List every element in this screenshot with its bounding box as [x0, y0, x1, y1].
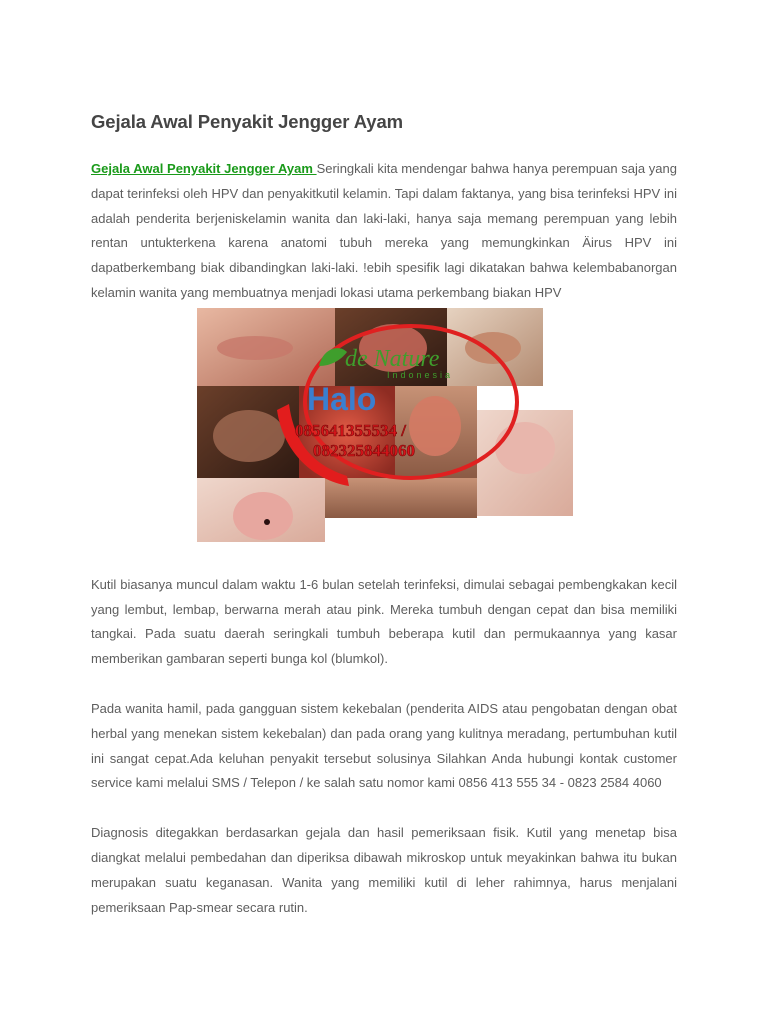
phone-number-1: 085641355534 / — [295, 420, 406, 440]
paragraph-intro — [91, 157, 677, 306]
paragraph-diagnosis: Diagnosis ditegakkan berdasarkan gejala dan hasil pemeriksaan fisik. Kutil yang menetap bisa diangkat melalui pembedahan dan diperiksa dibawah mikroskop untuk meyakinkan bahwa itu bukan merupakan suatu keganasan. Wanita yang memiliki kutil di leher rahimnya, harus menjalani pemeriksaan Pap-smear secara rutin. — [91, 825, 677, 915]
document-page — [91, 110, 677, 920]
paragraph-intro-text: Seringkali kita mendengar bahwa hanya perempuan saja yang dapat terinfeksi oleh HPV dan penyakitkutil kelamin. Tapi dalam faktanya, yang bisa terinfeksi HPV ini adalah penderita berjeniskelamin wanita dan laki-laki, hanya saja memang perempuan yang lebih rentan untukterkena karena anatomi tubuh mereka yang memungkinkan Äirus HPV ini dapatberkembang biak dibandingkan laki-laki. !ebih spesifik lagi dikatakan bahwa kelembabanorgan kelamin wanita yang membuatnya menjadi lokasi utama perkembang biakan HPV — [91, 161, 677, 300]
phone-number-2: 082325844060 — [313, 440, 415, 460]
paragraph-contact: Pada wanita hamil, pada gangguan sistem kekebalan (penderita AIDS atau pengobatan dengan obat herbal yang menekan sistem kekebalan) dan pada orang yang kulitnya meradang, pertumbuhan kutil ini sangat cepat.Ada keluhan penyakit tersebut solusinya Silahkan Anda hubungi kontak customer service kami melalui SMS / Telepon / ke salah satu nomor kami 0856 413 555 34 - 0823 2584 4060 — [91, 700, 677, 791]
symptom-photo-collage — [197, 308, 573, 544]
article-title: Gejala Awal Penyakit Jengger Ayam — [91, 111, 404, 132]
brand-logo-text: de Nature — [345, 345, 440, 372]
halo-greeting-text: Halo — [307, 380, 377, 417]
brand-logo-subtext: Indonesia — [387, 369, 454, 380]
paragraph-symptoms: Kutil biasanya muncul dalam waktu 1-6 bulan setelah terinfeksi, dimulai sebagai pembengkakan kecil yang lembut, lembap, berwarna merah atau pink. Mereka tumbuh dengan cepat dan bisa memiliki tangkai. Pada suatu daerah seringkali tumbuh beberapa kutil dan permukaannya yang kasar memberikan gambaran seperti bunga kol (blumkol). — [91, 576, 677, 667]
collage-graphic — [197, 308, 573, 544]
article-title-link[interactable]: Gejala Awal Penyakit Jengger Ayam — [91, 161, 317, 176]
